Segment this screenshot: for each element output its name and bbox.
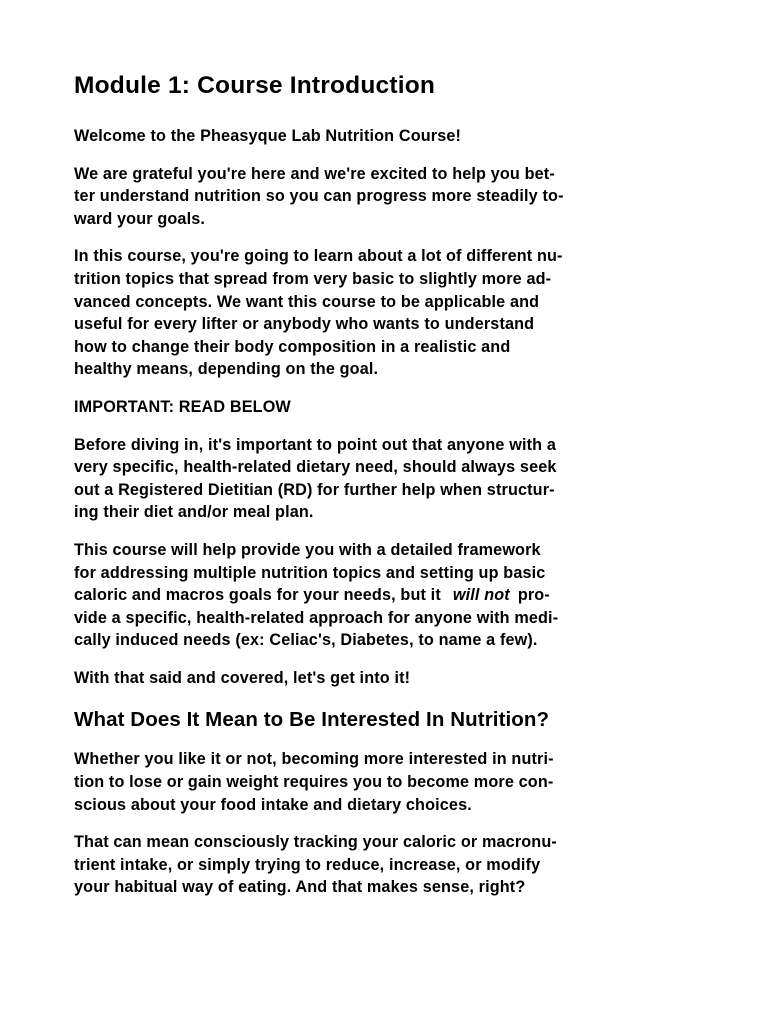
- paragraph-line: how to change their body composition in a realistic and: [74, 337, 511, 356]
- course-paragraph: [74, 245, 694, 381]
- paragraph-line: ter understand nutrition so you can progress more steadily to-: [74, 187, 564, 206]
- paragraph-line: out a Registered Dietitian (RD) for further help when structur-: [74, 480, 555, 499]
- paragraph-line: This course will help provide you with a detailed framework: [74, 540, 541, 559]
- paragraph-line: healthy means, depending on the goal.: [74, 360, 379, 379]
- paragraph-line: With that said and covered, let's get into it!: [74, 668, 411, 687]
- closing-paragraph: [74, 667, 694, 690]
- will-not-emphasis: will not: [452, 586, 510, 605]
- framework-text-before-emphasis: caloric and macros goals for your needs, but it: [74, 586, 441, 605]
- paragraph-line: Whether you like it or not, becoming more interested in nutri-: [74, 750, 554, 769]
- paragraph-line: ward your goals.: [74, 209, 206, 228]
- paragraph-line-with-emphasis: [74, 584, 694, 607]
- paragraph-line: scious about your food intake and dietary choices.: [74, 795, 472, 814]
- welcome-paragraph: [74, 125, 694, 148]
- paragraph-line: trient intake, or simply trying to reduce, increase, or modify: [74, 855, 541, 874]
- paragraph-line: Before diving in, it's important to point out that anyone with a: [74, 435, 556, 454]
- page-title: Module 1: Course Introduction: [74, 72, 436, 99]
- tracking-paragraph: [74, 831, 694, 899]
- dietitian-paragraph: [74, 434, 694, 524]
- paragraph-line: vanced concepts. We want this course to be applicable and: [74, 292, 540, 311]
- paragraph-line: IMPORTANT: READ BELOW: [74, 397, 291, 416]
- paragraph-line: cally induced needs (ex: Celiac's, Diabetes, to name a few).: [74, 631, 538, 650]
- important-notice: [74, 396, 694, 419]
- document-page: [74, 70, 694, 914]
- paragraph-line: tion to lose or gain weight requires you to become more con-: [74, 773, 554, 792]
- paragraph-line: for addressing multiple nutrition topics and setting up basic: [74, 563, 546, 582]
- emphasis-wrapper: [441, 584, 518, 607]
- section-heading: What Does It Mean to Be Interested In Nutrition?: [74, 708, 550, 732]
- paragraph-line: very specific, health-related dietary need, should always seek: [74, 458, 557, 477]
- framework-text-after-emphasis: pro-: [517, 586, 550, 605]
- interest-paragraph: [74, 748, 694, 816]
- paragraph-line: Welcome to the Pheasyque Lab Nutrition Course!: [74, 127, 462, 145]
- paragraph-line: We are grateful you're here and we're excited to help you bet-: [74, 164, 555, 183]
- paragraph-line: vide a specific, health-related approach for anyone with medi-: [74, 608, 559, 627]
- paragraph-line: your habitual way of eating. And that makes sense, right?: [74, 878, 526, 897]
- grateful-paragraph: [74, 163, 694, 231]
- paragraph-line: trition topics that spread from very basic to slightly more ad-: [74, 269, 552, 288]
- paragraph-line: That can mean consciously tracking your caloric or macronu-: [74, 833, 557, 852]
- paragraph-line: useful for every lifter or anybody who wants to understand: [74, 315, 535, 334]
- paragraph-line: ing their diet and/or meal plan.: [74, 503, 314, 522]
- paragraph-line: In this course, you're going to learn about a lot of different nu-: [74, 247, 563, 266]
- framework-paragraph: [74, 539, 694, 652]
